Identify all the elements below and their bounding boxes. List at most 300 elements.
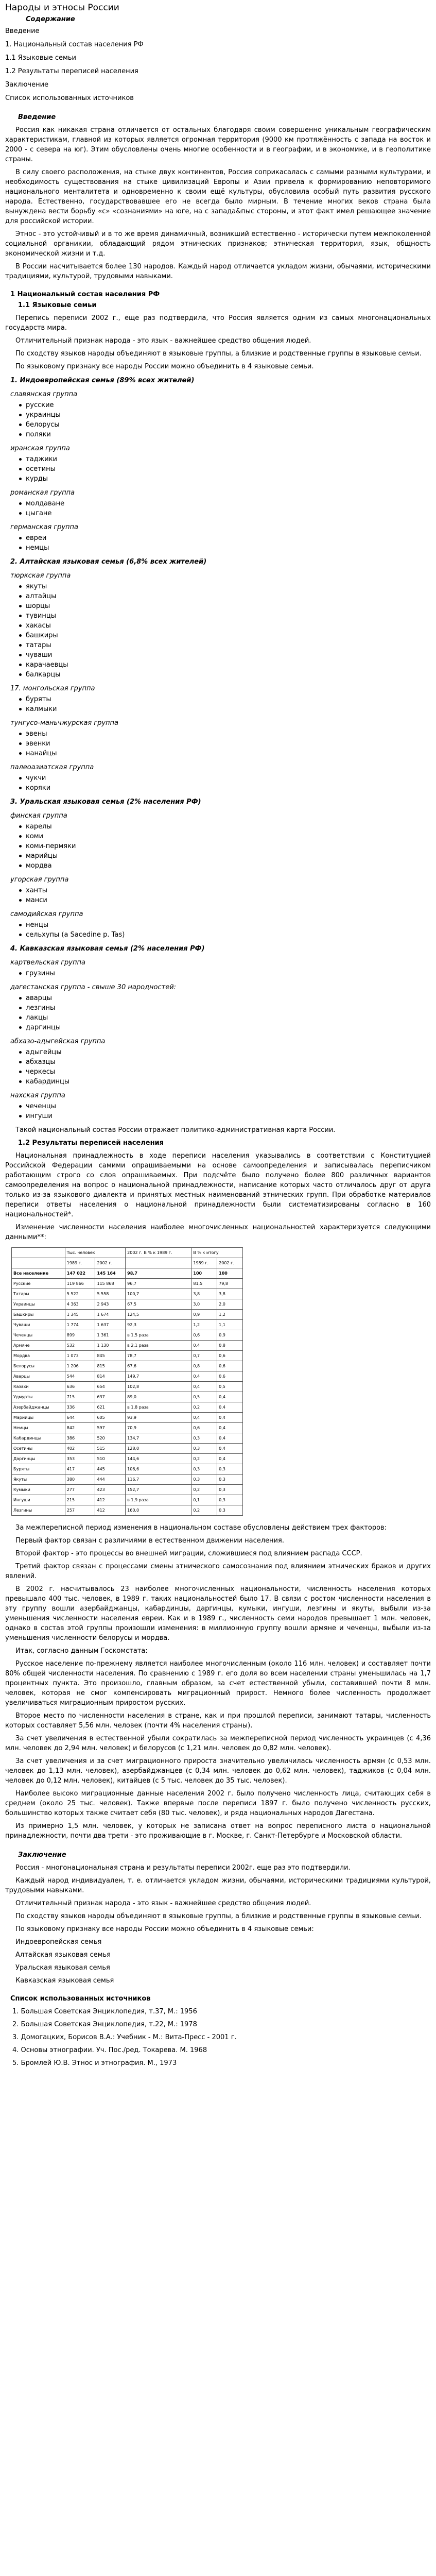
table-cell: 100,7 bbox=[126, 1289, 191, 1299]
list-item: абхазцы bbox=[26, 1057, 431, 1067]
section-1-2-heading: 1.2 Результаты переписей населения bbox=[18, 1139, 164, 1147]
section-paragraph: По сходству языков народы объединяют в языковые группы, а близкие и родственные группы в языковые семьи. bbox=[15, 350, 422, 358]
table-cell: 0,4 bbox=[217, 1392, 243, 1402]
table-cell: 115 868 bbox=[95, 1279, 126, 1289]
table-cell: 845 bbox=[95, 1351, 126, 1361]
table-header-row bbox=[12, 1248, 243, 1258]
table-cell: 0,9 bbox=[217, 1330, 243, 1341]
table-cell: Марийцы bbox=[12, 1413, 65, 1423]
list-item: алтайцы bbox=[26, 591, 431, 601]
peoples-list bbox=[5, 886, 431, 905]
table-cell: 0,4 bbox=[217, 1423, 243, 1433]
census-table-wrap bbox=[11, 1247, 431, 1516]
table-cell: Все население bbox=[12, 1268, 65, 1279]
table-cell: 0,4 bbox=[217, 1433, 243, 1444]
table-cell: 520 bbox=[95, 1433, 126, 1444]
list-item: чукчи bbox=[26, 773, 431, 783]
table-cell: 128,0 bbox=[126, 1444, 191, 1454]
table-cell: 1 674 bbox=[95, 1310, 126, 1320]
list-item: кабардинцы bbox=[26, 1077, 431, 1087]
table-cell: Ингуши bbox=[12, 1495, 65, 1505]
source-item: 3. Домогацких, Борисов В.А.: Учебник - М.: Вита-Пресс - 2001 г. bbox=[12, 2033, 237, 2041]
list-item: поляки bbox=[26, 430, 431, 439]
table-cell: 0,7 bbox=[191, 1351, 217, 1361]
peoples-list bbox=[5, 533, 431, 553]
toc-item: Список использованных источников bbox=[5, 94, 134, 102]
conclusion-section bbox=[5, 1850, 431, 1986]
list-item: коми bbox=[26, 832, 431, 841]
peoples-list bbox=[5, 454, 431, 484]
table-cell: 100 bbox=[217, 1268, 243, 1279]
list-item: буряты bbox=[26, 694, 431, 704]
toc-item: 1.2 Результаты переписей населения bbox=[5, 67, 138, 75]
table-cell: 102,8 bbox=[126, 1382, 191, 1392]
section-paragraph: За счет увеличения и за счет миграционного прироста значительно увеличилась численность армян (с 0,53 млн. человек до 1,13 млн. человек), азербайджанцев (с 0,34 млн. человек до 0,62 млн. человек), таджиков (с 0,04 млн. человек до 0,12 млн. человек), китайцев (с 5 тыс. человек до 35 тыс. человек). bbox=[5, 1757, 431, 1785]
list-item: ненцы bbox=[26, 920, 431, 930]
table-row bbox=[12, 1413, 243, 1423]
peoples-list bbox=[5, 993, 431, 1032]
table-row bbox=[12, 1495, 243, 1505]
peoples-list bbox=[5, 822, 431, 871]
section-paragraph: Итак, согласно данным Госкомстата: bbox=[15, 1647, 148, 1655]
table-cell: 544 bbox=[65, 1371, 95, 1382]
list-item: сельхупы (а Sacedine p. Tas) bbox=[26, 930, 431, 940]
table-cell: 4 363 bbox=[65, 1299, 95, 1310]
table-cell: 0,2 bbox=[191, 1505, 217, 1516]
table-cell: 79,8 bbox=[217, 1279, 243, 1289]
census-table bbox=[11, 1247, 243, 1516]
table-cell: 605 bbox=[95, 1413, 126, 1423]
language-family-heading: 1. Индоевропейская семья (89% всех жителей) bbox=[10, 377, 195, 384]
list-item: грузины bbox=[26, 969, 431, 978]
section-paragraph: Наиболее высоко миграционные данные населения 2002 г. было получено численность лица, считающих себя в среднем (около 25 тыс. человек). Также впервые после переписи 1897 г. было получено численность русских, большинство которых также считает себя (80 тыс. человек), и ряда национальных народов Дагестана. bbox=[5, 1790, 431, 1817]
table-cell: 515 bbox=[95, 1444, 126, 1454]
language-group-name: дагестанская группа - свыше 30 народностей: bbox=[10, 984, 177, 991]
table-cell: 412 bbox=[95, 1505, 126, 1516]
table-cell: 0,2 bbox=[191, 1485, 217, 1495]
table-cell: 152,7 bbox=[126, 1485, 191, 1495]
list-item: курды bbox=[26, 474, 431, 484]
peoples-list bbox=[5, 499, 431, 518]
section-paragraph: За межпереписной период изменения в национальном составе обусловлены действием трех факторов: bbox=[15, 1524, 387, 1532]
table-cell: 1,2 bbox=[217, 1310, 243, 1320]
language-group-name: иранская группа bbox=[10, 445, 70, 452]
table-cell: 93,9 bbox=[126, 1413, 191, 1423]
table-subheader-row bbox=[12, 1258, 243, 1268]
table-row bbox=[12, 1320, 243, 1330]
table-cell: 0,4 bbox=[217, 1444, 243, 1454]
chapter-1-heading: 1 Национальный состав населения РФ bbox=[10, 291, 160, 298]
table-cell: 0,8 bbox=[217, 1341, 243, 1351]
language-group-name: самодийская группа bbox=[10, 910, 83, 918]
peoples-list bbox=[5, 1101, 431, 1121]
table-row bbox=[12, 1485, 243, 1495]
list-item: карелы bbox=[26, 822, 431, 832]
conclusion-family-item: Кавказская языковая семья bbox=[15, 1977, 114, 1985]
table-cell: Лезгины bbox=[12, 1505, 65, 1516]
table-cell: 1 774 bbox=[65, 1320, 95, 1330]
table-cell: Кабардинцы bbox=[12, 1433, 65, 1444]
table-cell: 96,7 bbox=[126, 1279, 191, 1289]
table-cell: 144,6 bbox=[126, 1454, 191, 1464]
table-cell: в 2,1 раза bbox=[126, 1341, 191, 1351]
intro-section bbox=[5, 112, 431, 281]
table-cell: 0,4 bbox=[217, 1402, 243, 1413]
section-paragraph: Первый фактор связан с различиями в естественном движении населения. bbox=[15, 1537, 284, 1545]
list-item: тувинцы bbox=[26, 611, 431, 621]
toc-item: 1. Национальный состав населения РФ bbox=[5, 41, 144, 48]
table-cell: Армяне bbox=[12, 1341, 65, 1351]
table-cell: 510 bbox=[95, 1454, 126, 1464]
list-item: мордва bbox=[26, 861, 431, 871]
list-item: эвены bbox=[26, 729, 431, 739]
peoples-list bbox=[5, 582, 431, 680]
table-cell: Татары bbox=[12, 1289, 65, 1299]
table-cell: Немцы bbox=[12, 1423, 65, 1433]
language-group-name: тунгусо-маньчжурская группа bbox=[10, 719, 119, 727]
table-cell: 100 bbox=[191, 1268, 217, 1279]
table-row bbox=[12, 1464, 243, 1475]
list-item: русские bbox=[26, 400, 431, 410]
table-cell: 1 637 bbox=[95, 1320, 126, 1330]
language-group-name: абхазо-адыгейская группа bbox=[10, 1038, 106, 1045]
list-item: украинцы bbox=[26, 410, 431, 420]
intro-paragraph: В силу своего расположения, на стыке двух континентов, Россия соприкасалась с самыми разными культурами, и необходимость существования на стыке цивилизаций Европы и Азии привела к формированию неповторимого национального менталитета и одновременно к своим ещё культуры, обусловила особый путь развития русского народа. Естественно, государствовавшее его не всегда было мирным. В течение многих веков страна была вынуждена вести борьбу «с» «сознаниями» на юге, на с запада&пыс стороны, и этот факт имел решающее значение для российской истории. bbox=[5, 168, 431, 225]
peoples-list bbox=[5, 920, 431, 940]
conclusion-family-item: Алтайская языковая семья bbox=[15, 1951, 111, 1959]
table-cell: 119 866 bbox=[65, 1279, 95, 1289]
table-cell: 0,2 bbox=[191, 1402, 217, 1413]
table-cell: Чуваши bbox=[12, 1320, 65, 1330]
section-paragraph: Третий фактор связан с процессами смены этнического самосознания под влиянием этнических браков и других явлений. bbox=[5, 1563, 431, 1580]
list-item: балкарцы bbox=[26, 670, 431, 680]
table-cell: 0,3 bbox=[217, 1505, 243, 1516]
table-subheader-cell bbox=[126, 1258, 191, 1268]
table-row bbox=[12, 1505, 243, 1516]
conclusion-paragraph: Каждый народ индивидуален, т. е. отличается укладом жизни, обычаями, историческими традициями культурой, трудовыми навыками. bbox=[5, 1877, 431, 1894]
list-item: аварцы bbox=[26, 993, 431, 1003]
table-header-cell: Тыс. человек bbox=[65, 1248, 125, 1258]
list-item: шорцы bbox=[26, 601, 431, 611]
table-row bbox=[12, 1475, 243, 1485]
table-subheader-cell: 1989 г. bbox=[65, 1258, 95, 1268]
table-row bbox=[12, 1279, 243, 1289]
language-group-name: германская группа bbox=[10, 523, 79, 531]
list-item: ингуши bbox=[26, 1111, 431, 1121]
table-cell: 815 bbox=[95, 1361, 126, 1371]
list-item: евреи bbox=[26, 533, 431, 543]
table-cell: 145 164 bbox=[95, 1268, 126, 1279]
table-cell: 0,4 bbox=[191, 1382, 217, 1392]
table-cell: 160,0 bbox=[126, 1505, 191, 1516]
table-cell: 0,5 bbox=[191, 1392, 217, 1402]
section-paragraph: Из примерно 1,5 млн. человек, у которых не записана ответ на вопрос переписного листа о национальной принадлежности, почти два трети - это проживающие в г. Москве, г. Санкт-Петербурге и Московской области. bbox=[5, 1822, 431, 1840]
language-family-heading: 3. Уральская языковая семья (2% населения РФ) bbox=[10, 798, 201, 806]
table-subheader-cell: 2002 г. bbox=[217, 1258, 243, 1268]
list-item: якуты bbox=[26, 582, 431, 591]
list-item: немцы bbox=[26, 543, 431, 553]
table-cell: 124,5 bbox=[126, 1310, 191, 1320]
table-cell: 0,4 bbox=[191, 1413, 217, 1423]
section-paragraph: Перепись переписи 2002 г., еще раз подтвердила, что Россия является одним из самых многонациональных государств мира. bbox=[5, 314, 431, 332]
table-cell: 0,6 bbox=[191, 1423, 217, 1433]
table-cell: Кумыки bbox=[12, 1485, 65, 1495]
table-row bbox=[12, 1382, 243, 1392]
intro-paragraph: Этнос - это устойчивый и в то же время динамичный, возникший естественно - исторически путем межпоколенной социальной органикии, обладающий рядом этнических признаков; этническая территория, язык, общность экономической жизни и т.д. bbox=[5, 230, 431, 258]
toc-heading: Содержание bbox=[26, 15, 75, 23]
table-cell: Азербайджанцы bbox=[12, 1402, 65, 1413]
conclusion-paragraph: Россия - многонациональная страна и результаты переписи 2002г. еще раз это подтвердили. bbox=[15, 1864, 351, 1872]
table-cell: 380 bbox=[65, 1475, 95, 1485]
families-closing: Такой национальный состав России отражает политико-административная карта России. bbox=[15, 1126, 336, 1134]
table-cell: 336 bbox=[65, 1402, 95, 1413]
language-family bbox=[5, 944, 431, 1121]
table-row bbox=[12, 1444, 243, 1454]
source-item: 2. Большая Советская Энциклопедия, т.22, М.: 1978 bbox=[12, 2021, 197, 2028]
list-item: карачаевцы bbox=[26, 660, 431, 670]
source-item: 5. Бромлей Ю.В. Этнос и этнография. М., 1973 bbox=[12, 2059, 177, 2067]
list-item: хакасы bbox=[26, 621, 431, 631]
source-item: 1. Большая Советская Энциклопедия, т.37, М.: 1956 bbox=[12, 2008, 197, 2015]
peoples-list bbox=[5, 729, 431, 758]
table-cell: Даргинцы bbox=[12, 1454, 65, 1464]
table-row bbox=[12, 1371, 243, 1382]
table-cell: 412 bbox=[95, 1495, 126, 1505]
table-of-contents bbox=[5, 14, 431, 103]
table-cell: 1 206 bbox=[65, 1361, 95, 1371]
table-cell: 1 073 bbox=[65, 1351, 95, 1361]
table-cell: Белорусы bbox=[12, 1361, 65, 1371]
list-item: ханты bbox=[26, 886, 431, 895]
language-family bbox=[5, 557, 431, 793]
toc-item: Заключение bbox=[5, 81, 49, 89]
table-cell: 78,7 bbox=[126, 1351, 191, 1361]
table-cell: Казахи bbox=[12, 1382, 65, 1392]
language-group-name: финская группа bbox=[10, 812, 67, 820]
table-cell: 842 bbox=[65, 1423, 95, 1433]
table-cell: Якуты bbox=[12, 1475, 65, 1485]
table-cell: 417 bbox=[65, 1464, 95, 1475]
table-cell: 445 bbox=[95, 1464, 126, 1475]
table-cell: 636 bbox=[65, 1382, 95, 1392]
table-header-cell: В % к итогу bbox=[191, 1248, 243, 1258]
table-cell: Буряты bbox=[12, 1464, 65, 1475]
section-paragraph: Национальная принадлежность в ходе переписи населения указывались в соответствии с Конституцией Российской Федерации самими опрашиваемыми на основе самоопределения и записывалась переписчиком работающим строго со слов опрашиваемых. При подсчёте было получено более 800 различных вариантов самоопределения на вопрос о национальной принадлежности, написание которых часто отличалось друг от друга только из-за языкового диалекта и принятых местных наименований этнических групп. При обработке материалов переписи ответы населения о национальной принадлежности были систематизированы согласно в 160 национальностей*. bbox=[5, 1152, 431, 1218]
section-paragraph: В 2002 г. насчитывалось 23 наиболее многочисленных национальности, численность населения которых превышало 400 тыс. человек, в 1989 г. таких национальностей было 17. В связи с ростом численности населения в эту группу вошли азербайджанцы, кабардинцы, даргинцы, кумыки, ингуши, лезгины и якуты, выбыли из-за уменьшения численности населения евреи. Как и в 1989 г., численность семи народов превышает 1 млн. человек, однако в состав этой группы произошли изменения: в миллионную группу вошли армяне и чеченцы, выбыли из-за уменьшения численности белорусы и мордва. bbox=[5, 1585, 431, 1642]
intro-paragraph: Россия как никакая страна отличается от остальных благодаря своим совершенно уникальным географическим характеристикам, главной из которых является огромная территория (9000 км протяжённость с запада на восток и 2000 - с севера на юг). Этим обусловлены очень многие особенности и в географии, и в экономике, и в геополитике страны. bbox=[5, 126, 431, 163]
section-paragraph: Отличительный признак народа - это язык - важнейшее средство общения людей. bbox=[15, 337, 311, 345]
conclusion-paragraph: По сходству языков народы объединяют в языковые группы, а близкие и родственные группы в языковые семьи. bbox=[15, 1912, 422, 1920]
table-cell: Осетины bbox=[12, 1444, 65, 1454]
table-cell: 3,0 bbox=[191, 1299, 217, 1310]
table-cell: 654 bbox=[95, 1382, 126, 1392]
table-cell: 0,3 bbox=[217, 1464, 243, 1475]
chapter-1 bbox=[5, 290, 431, 1841]
table-cell: 1 345 bbox=[65, 1310, 95, 1320]
table-cell: 81,5 bbox=[191, 1279, 217, 1289]
peoples-list bbox=[5, 400, 431, 439]
table-cell: Украинцы bbox=[12, 1299, 65, 1310]
table-cell: 0,6 bbox=[217, 1351, 243, 1361]
table-cell: 532 bbox=[65, 1341, 95, 1351]
table-cell: 134,7 bbox=[126, 1433, 191, 1444]
table-cell: 89,0 bbox=[126, 1392, 191, 1402]
language-group-name: славянская группа bbox=[10, 391, 78, 398]
table-cell: 0,3 bbox=[217, 1495, 243, 1505]
table-row bbox=[12, 1289, 243, 1299]
language-group-name: палеоазиатская группа bbox=[10, 764, 94, 771]
table-cell: 116,7 bbox=[126, 1475, 191, 1485]
table-header-cell bbox=[12, 1248, 65, 1258]
table-cell: 0,4 bbox=[217, 1413, 243, 1423]
table-cell: 444 bbox=[95, 1475, 126, 1485]
table-cell: 149,7 bbox=[126, 1371, 191, 1382]
table-row bbox=[12, 1392, 243, 1402]
table-row bbox=[12, 1341, 243, 1351]
table-row bbox=[12, 1402, 243, 1413]
table-cell: 715 bbox=[65, 1392, 95, 1402]
table-cell: 257 bbox=[65, 1505, 95, 1516]
table-cell: в 1,5 раза bbox=[126, 1330, 191, 1341]
table-row bbox=[12, 1361, 243, 1371]
table-row bbox=[12, 1330, 243, 1341]
toc-item: Введение bbox=[5, 27, 40, 35]
peoples-list bbox=[5, 694, 431, 714]
list-item: башкиры bbox=[26, 631, 431, 640]
table-cell: 1,2 bbox=[191, 1320, 217, 1330]
table-cell: Аварцы bbox=[12, 1371, 65, 1382]
language-group-name: угорская группа bbox=[10, 876, 69, 884]
table-row bbox=[12, 1433, 243, 1444]
table-row bbox=[12, 1268, 243, 1279]
table-row bbox=[12, 1454, 243, 1464]
list-item: калмыки bbox=[26, 704, 431, 714]
table-cell: 0,3 bbox=[191, 1433, 217, 1444]
table-cell: 0,4 bbox=[191, 1371, 217, 1382]
table-cell: 215 bbox=[65, 1495, 95, 1505]
table-subheader-cell: 1989 г. bbox=[191, 1258, 217, 1268]
section-paragraph: Второе место по численности населения в стране, как и при прошлой переписи, занимают татары, численность которых составляет 5,56 млн. человек (почти 4% населения страны). bbox=[5, 1712, 431, 1730]
section-1-1-heading: 1.1 Языковые семьи bbox=[18, 301, 97, 309]
intro-heading: Введение bbox=[18, 113, 56, 121]
language-group-name: картвельская группа bbox=[10, 959, 85, 967]
table-cell: 1 130 bbox=[95, 1341, 126, 1351]
list-item: таджики bbox=[26, 454, 431, 464]
table-cell: 621 bbox=[95, 1402, 126, 1413]
table-cell: 0,3 bbox=[217, 1475, 243, 1485]
table-cell: 353 bbox=[65, 1454, 95, 1464]
table-cell: Русские bbox=[12, 1279, 65, 1289]
table-cell: 106,6 bbox=[126, 1464, 191, 1475]
table-cell: 2 943 bbox=[95, 1299, 126, 1310]
table-subheader-cell: 2002 г. bbox=[95, 1258, 126, 1268]
table-cell: 0,3 bbox=[191, 1464, 217, 1475]
table-cell: 0,4 bbox=[191, 1341, 217, 1351]
list-item: лакцы bbox=[26, 1013, 431, 1023]
peoples-list bbox=[5, 1047, 431, 1087]
table-cell: 98,7 bbox=[126, 1268, 191, 1279]
section-paragraph: По языковому признаку все народы России можно объединить в 4 языковые семьи. bbox=[15, 363, 314, 370]
list-item: белорусы bbox=[26, 420, 431, 430]
conclusion-family-item: Уральская языковая семья bbox=[15, 1964, 110, 1972]
table-cell: 597 bbox=[95, 1423, 126, 1433]
table-row bbox=[12, 1310, 243, 1320]
list-item: чеченцы bbox=[26, 1101, 431, 1111]
conclusion-paragraph: Отличительный признак народа - это язык - важнейшее средство общения людей. bbox=[15, 1900, 311, 1907]
sources-section bbox=[5, 1994, 431, 2068]
table-cell: 5 558 bbox=[95, 1289, 126, 1299]
table-cell: 277 bbox=[65, 1485, 95, 1495]
table-cell: 0,3 bbox=[191, 1475, 217, 1485]
list-item: коряки bbox=[26, 783, 431, 793]
table-cell: 644 bbox=[65, 1413, 95, 1423]
table-row bbox=[12, 1423, 243, 1433]
list-item: даргинцы bbox=[26, 1023, 431, 1032]
source-item: 4. Основы этнографии. Уч. Пос./ред. Токарева. М. 1968 bbox=[12, 2046, 207, 2054]
list-item: татары bbox=[26, 640, 431, 650]
table-cell: 899 bbox=[65, 1330, 95, 1341]
language-family bbox=[5, 797, 431, 940]
table-cell: 0,3 bbox=[191, 1444, 217, 1454]
section-paragraph: За счет увеличения в естественной убыли сократилась за межпереписной период численность украинцев (с 4,36 млн. человек до 2,94 млн. человек) и белорусов (с 1,21 млн. человек до 0,82 млн. человек). bbox=[5, 1735, 431, 1752]
table-cell: 0,4 bbox=[217, 1454, 243, 1464]
language-family-heading: 2. Алтайская языковая семья (6,8% всех жителей) bbox=[10, 558, 207, 566]
section-paragraph: Изменение численности населения наиболее многочисленных национальностей характеризуется следующими данными**: bbox=[5, 1224, 431, 1241]
conclusion-heading: Заключение bbox=[18, 1851, 66, 1859]
table-row bbox=[12, 1299, 243, 1310]
language-group-name: романская группа bbox=[10, 489, 75, 497]
language-family bbox=[5, 376, 431, 553]
list-item: цыгане bbox=[26, 509, 431, 518]
list-item: марийцы bbox=[26, 851, 431, 861]
table-row bbox=[12, 1351, 243, 1361]
conclusion-paragraph: По языковому признаку все народы России можно объединить в 4 языковые семьи: bbox=[15, 1925, 314, 1933]
table-header-cell: 2002 г. В % к 1989 г. bbox=[126, 1248, 191, 1258]
language-group-name: нахская группа bbox=[10, 1092, 65, 1099]
peoples-list bbox=[5, 969, 431, 978]
table-cell: 0,8 bbox=[191, 1361, 217, 1371]
list-item: черкесы bbox=[26, 1067, 431, 1077]
list-item: эвенки bbox=[26, 739, 431, 749]
table-cell: Мордва bbox=[12, 1351, 65, 1361]
table-cell: 1 361 bbox=[95, 1330, 126, 1341]
table-cell: 0,1 bbox=[191, 1495, 217, 1505]
list-item: чуваши bbox=[26, 650, 431, 660]
table-cell: 67,6 bbox=[126, 1361, 191, 1371]
table-cell: 0,2 bbox=[191, 1454, 217, 1464]
page-title: Народы и этносы России bbox=[5, 3, 119, 13]
table-cell: в 1,8 раза bbox=[126, 1402, 191, 1413]
section-paragraph: Второй фактор - это процессы во внешней миграции, сложившиеся под влиянием распада СССР. bbox=[15, 1550, 362, 1557]
list-item: осетины bbox=[26, 464, 431, 474]
table-cell: Удмурты bbox=[12, 1392, 65, 1402]
table-cell: 0,5 bbox=[217, 1382, 243, 1392]
table-cell: Чеченцы bbox=[12, 1330, 65, 1341]
table-cell: Башкиры bbox=[12, 1310, 65, 1320]
table-cell: 402 bbox=[65, 1444, 95, 1454]
table-cell: 0,3 bbox=[217, 1485, 243, 1495]
table-cell: 3,8 bbox=[191, 1289, 217, 1299]
sources-heading: Список использованных источников bbox=[10, 1995, 151, 2003]
list-item: адыгейцы bbox=[26, 1047, 431, 1057]
table-cell: 5 522 bbox=[65, 1289, 95, 1299]
table-cell: 423 bbox=[95, 1485, 126, 1495]
table-subheader-cell bbox=[12, 1258, 65, 1268]
table-cell: в 1,9 раза bbox=[126, 1495, 191, 1505]
table-cell: 147 022 bbox=[65, 1268, 95, 1279]
table-cell: 3,8 bbox=[217, 1289, 243, 1299]
table-cell: 814 bbox=[95, 1371, 126, 1382]
